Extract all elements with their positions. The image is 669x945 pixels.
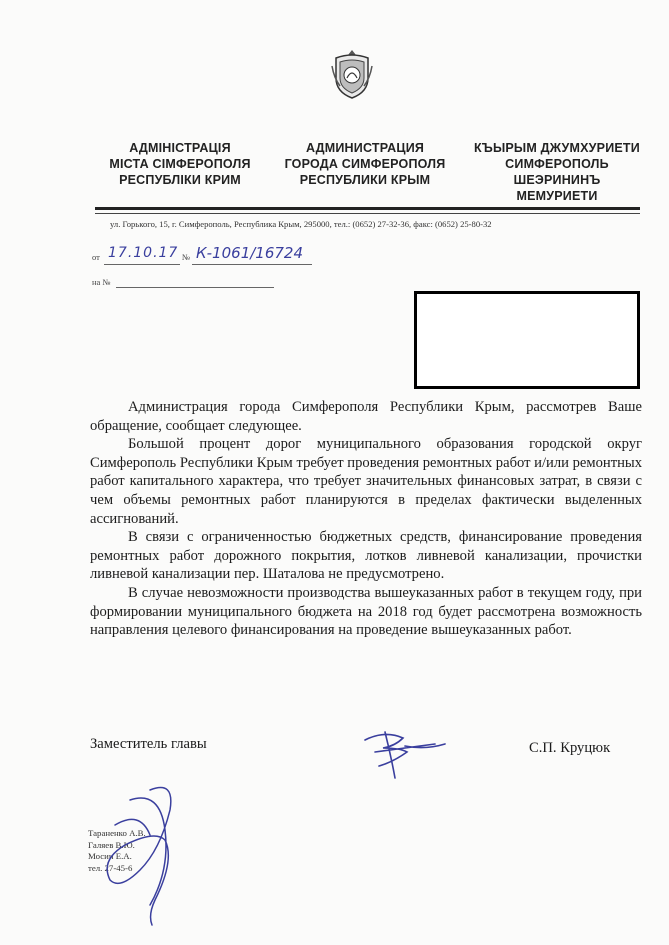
letterhead-line: ГОРОДА СИМФЕРОПОЛЯ: [284, 157, 446, 171]
letterhead-line: СИМФЕРОПОЛЬ: [505, 157, 609, 171]
date-underline: [104, 264, 180, 265]
executor-line: Тараненко А.В.: [88, 828, 146, 838]
from-label: от: [92, 252, 100, 262]
letterhead-ukrainian: [85, 140, 275, 188]
letterhead-line: РЕСПУБЛІКИ КРИМ: [119, 173, 241, 187]
contact-address: ул. Горького, 15, г. Симферополь, Республика Крым, 295000, тел.: (0652) 27-32-36, факс: (0652) 25-80-32: [110, 219, 492, 229]
signatory-name: С.П. Круцюк: [529, 740, 611, 756]
letterhead-russian: [270, 140, 460, 188]
date-value: 17.10.17: [108, 245, 179, 261]
reference-number: К-1061/16724: [196, 244, 304, 262]
to-underline: [116, 287, 274, 288]
to-label: на №: [92, 277, 111, 287]
signatory-position: Заместитель главы: [90, 736, 207, 752]
letterhead-line: РЕСПУБЛИКИ КРЫМ: [299, 173, 431, 187]
number-underline: [192, 264, 312, 265]
executors-block: [88, 828, 146, 874]
executor-line: Мосин Е.А.: [88, 851, 132, 861]
executor-line: тел. 27-45-6: [88, 862, 133, 873]
letterhead-crimean-tatar: [462, 140, 652, 204]
number-label: №: [182, 252, 191, 262]
coat-of-arms-icon: [330, 48, 374, 100]
letterhead-line: АДМИНИСТРАЦИЯ: [305, 141, 425, 155]
body-paragraph: Большой процент дорог муниципального образования городской округ Симферополь Республики Крым требует проведения ремонтных работ и/или ремонтных работ капитального характера, что требует значительных финансовых затрат, в связи с чем объемы ремонтных работ планируются в пределах фактически выделенных ассигнований.: [90, 436, 642, 527]
body-paragraph: В случае невозможности производства вышеуказанных работ в текущем году, при формировании муниципального бюджета на 2018 год будет рассмотрена возможность направления целевого финансирования на проведение вышеуказанных работ.: [90, 584, 642, 639]
letterhead-line: ШЕЭРИНИНЪ: [513, 173, 601, 187]
body-paragraph: Администрация города Симферополя Республики Крым, рассмотрев Ваше обращение, сообщает следующее.: [90, 399, 642, 434]
letter-body: [90, 398, 642, 640]
redacted-recipient-box: [414, 291, 640, 389]
letterhead-line: АДМІНІСТРАЦІЯ: [129, 141, 231, 155]
executor-line: Галяев В.Ю.: [88, 839, 135, 850]
header-divider-thick: [95, 207, 640, 210]
handwritten-signature: [355, 722, 450, 782]
letterhead-line: МЕМУРИЕТИ: [516, 189, 598, 203]
header-divider-thin: [95, 213, 640, 214]
letterhead-line: КЪЫРЫМ ДЖУМХУРИЕТИ: [474, 141, 640, 155]
letterhead-line: МІСТА СІМФЕРОПОЛЯ: [109, 157, 251, 171]
body-paragraph: В связи с ограниченностью бюджетных средств, финансирование проведения ремонтных работ дорожного покрытия, лотков ливневой канализации, прочистки ливневой канализации пер. Шаталова не предусмотрено.: [90, 529, 642, 583]
